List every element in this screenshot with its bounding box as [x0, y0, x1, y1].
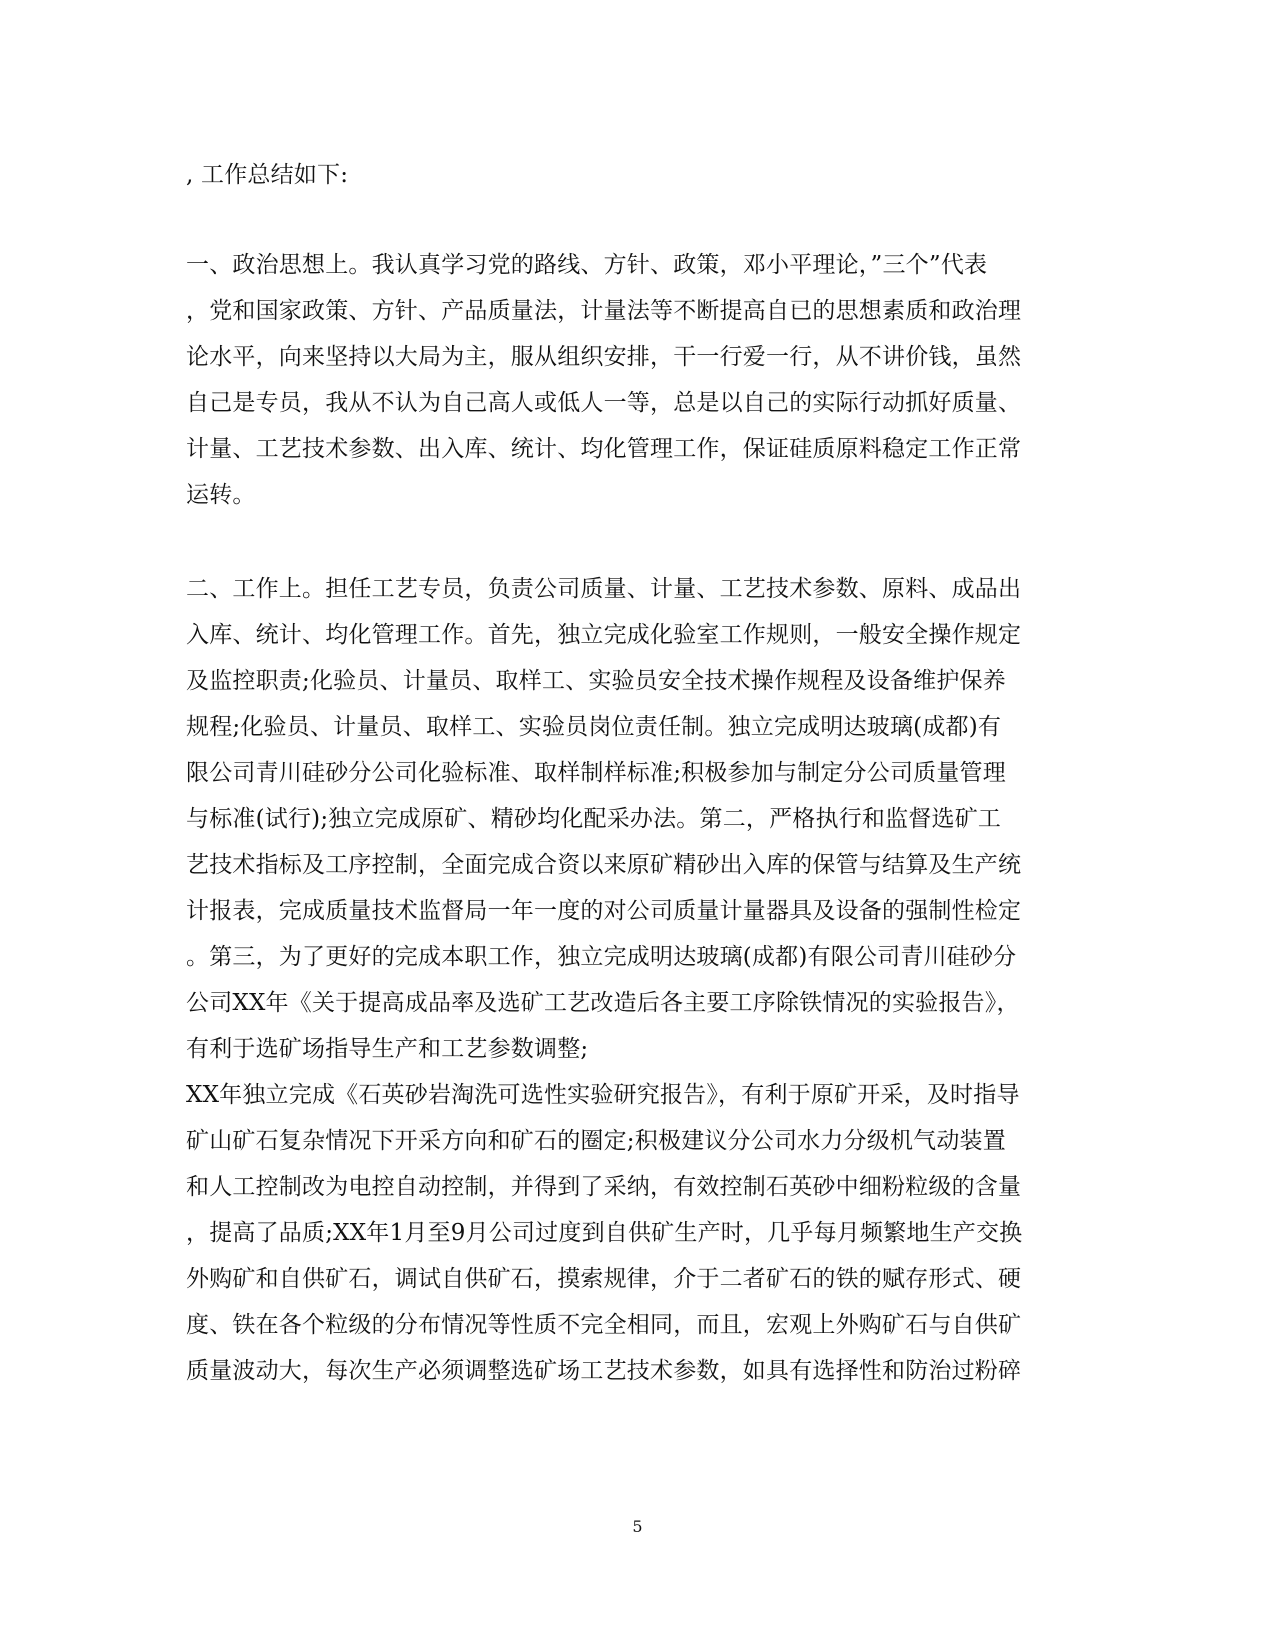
text-line: 论水平，向来坚持以大局为主，服从组织安排，干一行爱一行，从不讲价钱，虽然 [186, 344, 1022, 370]
text-line: 及监控职责;化验员、计量员、取样工、实验员安全技术操作规程及设备维护保养 [186, 668, 1006, 694]
text-line: ，党和国家政策、方针、产品质量法，计量法等不断提高自已的思想素质和政治理 [186, 298, 1022, 324]
text-line: 二、工作上。担任工艺专员，负责公司质量、计量、工艺技术参数、原料、成品出 [186, 576, 1022, 602]
text-line: 艺技术指标及工序控制，全面完成合资以来原矿精砂出入库的保管与结算及生产统 [186, 852, 1022, 878]
text-line: 度、铁在各个粒级的分布情况等性质不完全相同，而且，宏观上外购矿石与自供矿 [186, 1312, 1022, 1338]
text-line: 运转。 [186, 482, 256, 508]
text-line: 计报表，完成质量技术监督局一年一度的对公司质量计量器具及设备的强制性检定 [186, 898, 1022, 924]
text-line: 公司XX年《关于提高成品率及选矿工艺改造后各主要工序除铁情况的实验报告》， [186, 990, 1020, 1016]
text-line: 计量、工艺技术参数、出入库、统计、均化管理工作，保证硅质原料稳定工作正常 [186, 436, 1022, 462]
text-line: XX年独立完成《石英砂岩淘洗可选性实验研究报告》，有利于原矿开采，及时指导 [186, 1082, 1020, 1108]
text-line: 与标准(试行);独立完成原矿、精砂均化配采办法。第二，严格执行和监督选矿工 [186, 806, 1002, 832]
text-line: 入库、统计、均化管理工作。首先，独立完成化验室工作规则，一般安全操作规定 [186, 622, 1022, 648]
text-line: 外购矿和自供矿石，调试自供矿石，摸索规律，介于二者矿石的铁的赋存形式、硬 [186, 1266, 1022, 1292]
text-line: , 工作总结如下: [186, 162, 349, 188]
text-line: 自己是专员，我从不认为自己高人或低人一等，总是以自己的实际行动抓好质量、 [186, 390, 1022, 416]
text-line: 矿山矿石复杂情况下开采方向和矿石的圈定;积极建议分公司水力分级机气动装置 [186, 1128, 1006, 1154]
text-line: 限公司青川硅砂分公司化验标准、取样制样标准;积极参加与制定分公司质量管理 [186, 760, 1006, 786]
text-line: 规程;化验员、计量员、取样工、实验员岗位责任制。独立完成明达玻璃(成都)有 [186, 714, 1002, 740]
text-line: 一、政治思想上。我认真学习党的路线、方针、政策，邓小平理论，”三个”代表 [186, 252, 988, 278]
text-line: 和人工控制改为电控自动控制，并得到了采纳，有效控制石英砂中细粉粒级的含量 [186, 1174, 1022, 1200]
page-number: 5 [632, 1517, 643, 1536]
text-line: ，提高了品质;XX年1月至9月公司过度到自供矿生产时，几乎每月频繁地生产交换 [186, 1220, 1023, 1246]
text-line: 质量波动大，每次生产必须调整选矿场工艺技术参数，如具有选择性和防治过粉碎 [186, 1358, 1022, 1384]
text-line: 。第三，为了更好的完成本职工作，独立完成明达玻璃(成都)有限公司青川硅砂分 [186, 944, 1017, 970]
text-line: 有利于选矿场指导生产和工艺参数调整; [186, 1036, 589, 1062]
